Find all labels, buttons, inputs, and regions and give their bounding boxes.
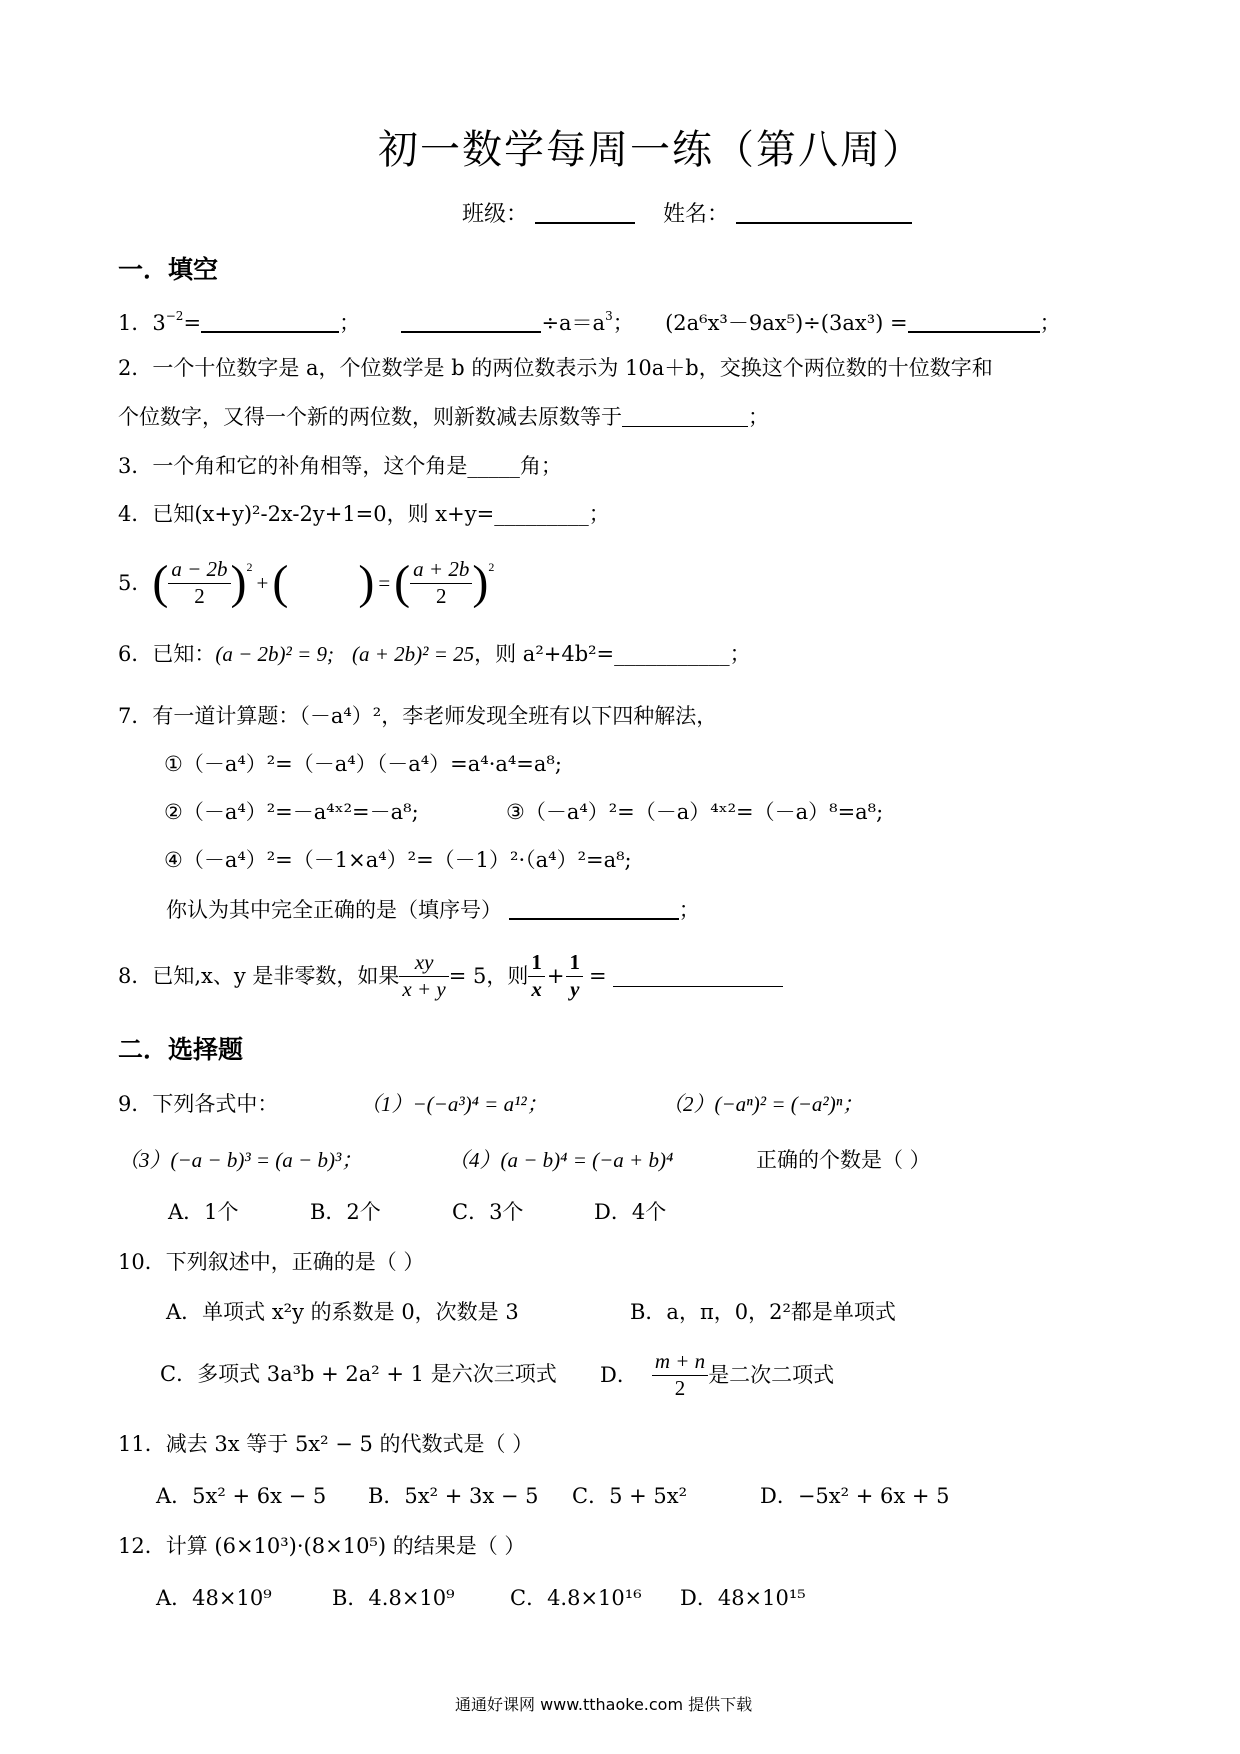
q1-sep: ； <box>339 311 361 335</box>
question-11-stem: 11．减去 3x 等于 5x² − 5 的代数式是（ ） <box>118 1432 534 1456</box>
q1-division: ÷a＝a <box>541 311 606 335</box>
q5-den-2: 2 <box>435 583 447 608</box>
section-fill-heading: 一．填空 <box>118 255 219 284</box>
q8-num: xy <box>399 950 448 976</box>
q9-option-4: （4）(a − b)⁴ = (−a + b)⁴ <box>448 1148 674 1172</box>
q5-num-1: a − 2b <box>168 557 230 583</box>
q9-choice-c[interactable]: C．3个 <box>452 1200 524 1224</box>
question-7-stem: 7．有一道计算题：（－a⁴）²，李老师发现全班有以下四种解法， <box>118 704 718 728</box>
q1-base: 3 <box>152 311 166 335</box>
q10-choice-b[interactable]: B．a，π，0，2²都是单项式 <box>630 1300 896 1324</box>
q9-choice-d[interactable]: D．4个 <box>594 1200 667 1224</box>
q8-pre: 8．已知,x、y 是非零数，如果 <box>118 963 400 988</box>
paren-right: ) <box>358 556 375 609</box>
page-title: 初一数学每周一练（第八周） <box>378 127 924 173</box>
q1-sep-3: ； <box>1039 311 1061 335</box>
q9-choice-a[interactable]: A．1个 <box>168 1200 239 1224</box>
question-12-stem: 12．计算 (6×10³)·(8×10⁵) 的结果是（ ） <box>118 1534 526 1558</box>
q7-solution-4: ④（－a⁴）²=（－1×a⁴）²=（－1）²·（a⁴）²=a⁸; <box>164 848 632 872</box>
q1-equals: = <box>183 311 202 335</box>
paren-left: ( <box>272 556 289 609</box>
q8-den: x + y <box>402 976 446 1001</box>
q8-fraction-y <box>566 950 583 1001</box>
q9-ask: 正确的个数是（ ） <box>756 1148 931 1172</box>
q12-choice-c[interactable]: C．4.8×10¹⁶ <box>510 1586 642 1610</box>
q1-blank-2[interactable] <box>401 311 541 333</box>
q5-fraction-1 <box>168 557 230 608</box>
q7-ask-text: 你认为其中完全正确的是（填序号） <box>166 898 502 922</box>
q11-choice-c[interactable]: C．5 + 5x² <box>572 1484 687 1508</box>
q6-eq-2: (a + 2b)² = 25 <box>352 642 475 666</box>
class-label: 班级： <box>462 202 529 227</box>
q6-pre: 6．已知： <box>118 642 216 666</box>
paren-left: ( <box>152 556 169 609</box>
q10-d-fraction <box>652 1349 708 1400</box>
question-4: 4．已知(x+y)²-2x-2y+1=0，则 x+y=_________； <box>118 502 610 526</box>
q10-d-post: 是二次二项式 <box>708 1362 835 1387</box>
q11-choice-d[interactable]: D．−5x² + 6x + 5 <box>760 1484 950 1508</box>
q8-eq: = <box>588 963 607 988</box>
question-number: 5． <box>118 570 153 595</box>
q5-equals: = <box>378 570 391 595</box>
q8-y: y <box>570 976 580 1001</box>
q8-one: 1 <box>528 950 545 976</box>
q8-fraction <box>399 950 448 1001</box>
question-2-line-1: 2．一个十位数字是 a，个位数学是 b 的两位数表示为 10a＋b，交换这个两位数的十位数字和 <box>118 356 993 380</box>
section-choice-heading: 二．选择题 <box>118 1035 244 1064</box>
question-9-stem: 9．下列各式中： <box>118 1092 279 1116</box>
q10-choice-d[interactable] <box>600 1350 834 1400</box>
question-2-line-2 <box>118 406 769 428</box>
q1-expression: (2a⁶x³－9ax⁵)÷(3ax³) = <box>665 311 908 335</box>
q1-blank-1[interactable] <box>201 311 339 333</box>
q11-choice-a[interactable]: A．5x² + 6x − 5 <box>156 1484 327 1508</box>
question-10-stem: 10．下列叙述中，正确的是（ ） <box>118 1250 425 1274</box>
question-1 <box>118 310 1061 334</box>
q7-end: ； <box>678 898 700 922</box>
question-3: 3．一个角和它的补角相等，这个角是_____角； <box>118 454 562 478</box>
q5-fraction-2 <box>410 557 472 608</box>
q10-choice-a[interactable]: A．单项式 x²y 的系数是 0，次数是 3 <box>166 1300 519 1324</box>
question-8 <box>118 944 783 1008</box>
q7-solution-1: ①（－a⁴）²=（－a⁴）（－a⁴）=a⁴·a⁴=a⁸; <box>164 752 562 776</box>
q6-post: ，则 a²+4b²=___________； <box>474 642 751 666</box>
q10-choice-c[interactable]: C．多项式 3a³b + 2a² + 1 是六次三项式 <box>160 1362 557 1386</box>
question-number: 1． <box>118 311 153 335</box>
q8-fraction-x <box>528 950 545 1001</box>
question-5 <box>118 552 494 614</box>
q9-option-3: （3）(−a − b)³ = (a − b)³； <box>118 1148 363 1172</box>
q5-den-1: 2 <box>194 583 205 608</box>
q8-plus: + <box>546 963 565 988</box>
q1-div-exponent: 3 <box>605 309 613 323</box>
q10-d-den: 2 <box>674 1375 686 1400</box>
q5-plus: + <box>256 570 269 595</box>
class-name-row <box>462 202 912 226</box>
q2-blank[interactable] <box>622 406 748 427</box>
q6-eq-1: (a − 2b)² = 9; <box>215 642 334 666</box>
q8-eq5: = 5，则 <box>448 963 529 988</box>
q5-exp-2: 2 <box>488 560 495 575</box>
q5-exp-1: 2 <box>246 560 253 575</box>
q5-num-2: a + 2b <box>410 557 472 583</box>
q7-ask <box>166 898 700 921</box>
q11-choice-b[interactable]: B．5x² + 3x − 5 <box>368 1484 539 1508</box>
paren-right: ) <box>230 556 247 609</box>
question-6 <box>118 644 751 665</box>
q7-solution-2: ②（－a⁴）²=－a⁴ˣ²=－a⁸; <box>164 800 419 824</box>
q1-exponent: −2 <box>165 309 184 323</box>
q7-solution-3: ③（－a⁴）²=（－a）⁴ˣ²=（－a）⁸=a⁸; <box>506 800 884 824</box>
q2-text: 个位数字，又得一个新的两位数，则新数减去原数等于 <box>118 405 622 429</box>
q7-blank[interactable] <box>509 898 679 920</box>
name-blank[interactable] <box>736 202 912 224</box>
paren-right: ) <box>472 556 489 609</box>
name-label: 姓名： <box>663 202 730 227</box>
page-footer: 通通好课网 www.tthaoke.com 提供下载 <box>455 1695 753 1714</box>
q1-blank-3[interactable] <box>908 311 1040 333</box>
q9-choice-b[interactable]: B．2个 <box>310 1200 381 1224</box>
q12-choice-b[interactable]: B．4.8×10⁹ <box>332 1586 455 1610</box>
q5-equation <box>152 557 494 608</box>
q9-option-1: （1）−(−a³)⁴ = a¹²； <box>360 1092 548 1116</box>
q8-x: x <box>531 976 542 1001</box>
q8-blank[interactable] <box>613 966 783 987</box>
q1-sep-2: ； <box>612 311 634 335</box>
q8-one: 1 <box>566 950 583 976</box>
class-blank[interactable] <box>535 202 635 224</box>
q9-option-2: （2）(−aⁿ)² = (−a²)ⁿ； <box>662 1092 864 1116</box>
q2-end: ； <box>748 405 769 429</box>
q12-choice-a[interactable]: A．48×10⁹ <box>156 1586 272 1610</box>
q10-d-prefix: D． <box>600 1362 638 1387</box>
q10-d-num: m + n <box>652 1349 708 1375</box>
paren-left: ( <box>394 556 411 609</box>
q12-choice-d[interactable]: D．48×10¹⁵ <box>680 1586 806 1610</box>
